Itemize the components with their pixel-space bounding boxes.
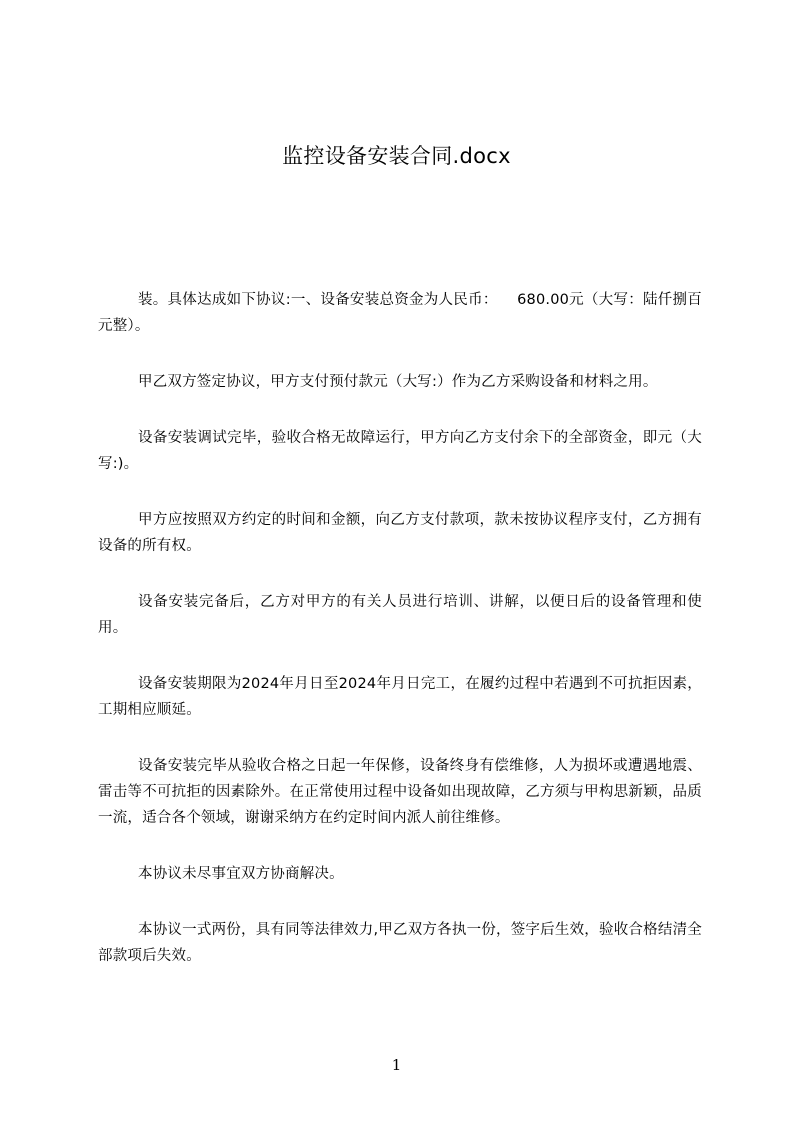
paragraph-unresolved-matters: 本协议未尽事宜双方协商解决。	[138, 866, 344, 882]
paragraph-final-payment: 设备安装调试完毕，验收合格无故障运行，甲方向乙方支付余下的全部资金，即元（大写:)。	[98, 430, 702, 472]
paragraph-warranty: 设备安装完毕从验收合格之日起一年保修，设备终身有偿维修，人为损坏或遭遇地震、雷击等不可抗拒的因素除外。在正常使用过程中设备如出现故障，乙方须与甲构思新颖，品质一流，适合各个领域，谢谢采纳方在约定时间内派人前往维修。	[98, 758, 702, 826]
paragraph-schedule: 设备安装期限为2024年月日至2024年月日完工，在履约过程中若遇到不可抗拒因素，工期相应顺延。	[98, 676, 702, 718]
paragraph-copies-validity: 本协议一式两份，具有同等法律效力,甲乙双方各执一份，签字后生效，验收合格结清全部款项后失效。	[98, 922, 702, 964]
paragraph-ownership: 甲方应按照双方约定的时间和金额，向乙方支付款项，款未按协议程序支付，乙方拥有设备的所有权。	[98, 512, 702, 554]
document-title: 监控设备安装合同.docx	[282, 144, 511, 168]
document-body	[98, 287, 702, 999]
page-number: 1	[391, 1056, 402, 1074]
paragraph-training: 设备安装完备后，乙方对甲方的有关人员进行培训、讲解，以便日后的设备管理和使用。	[98, 594, 702, 636]
paragraph-agreement-total: 装。具体达成如下协议:一、设备安装总资金为人民币： 680.00元（大写：陆仟捌百元整）。	[98, 292, 702, 334]
paragraph-prepayment: 甲乙双方签定协议，甲方支付预付款元（大写:）作为乙方采购设备和材料之用。	[138, 374, 658, 390]
